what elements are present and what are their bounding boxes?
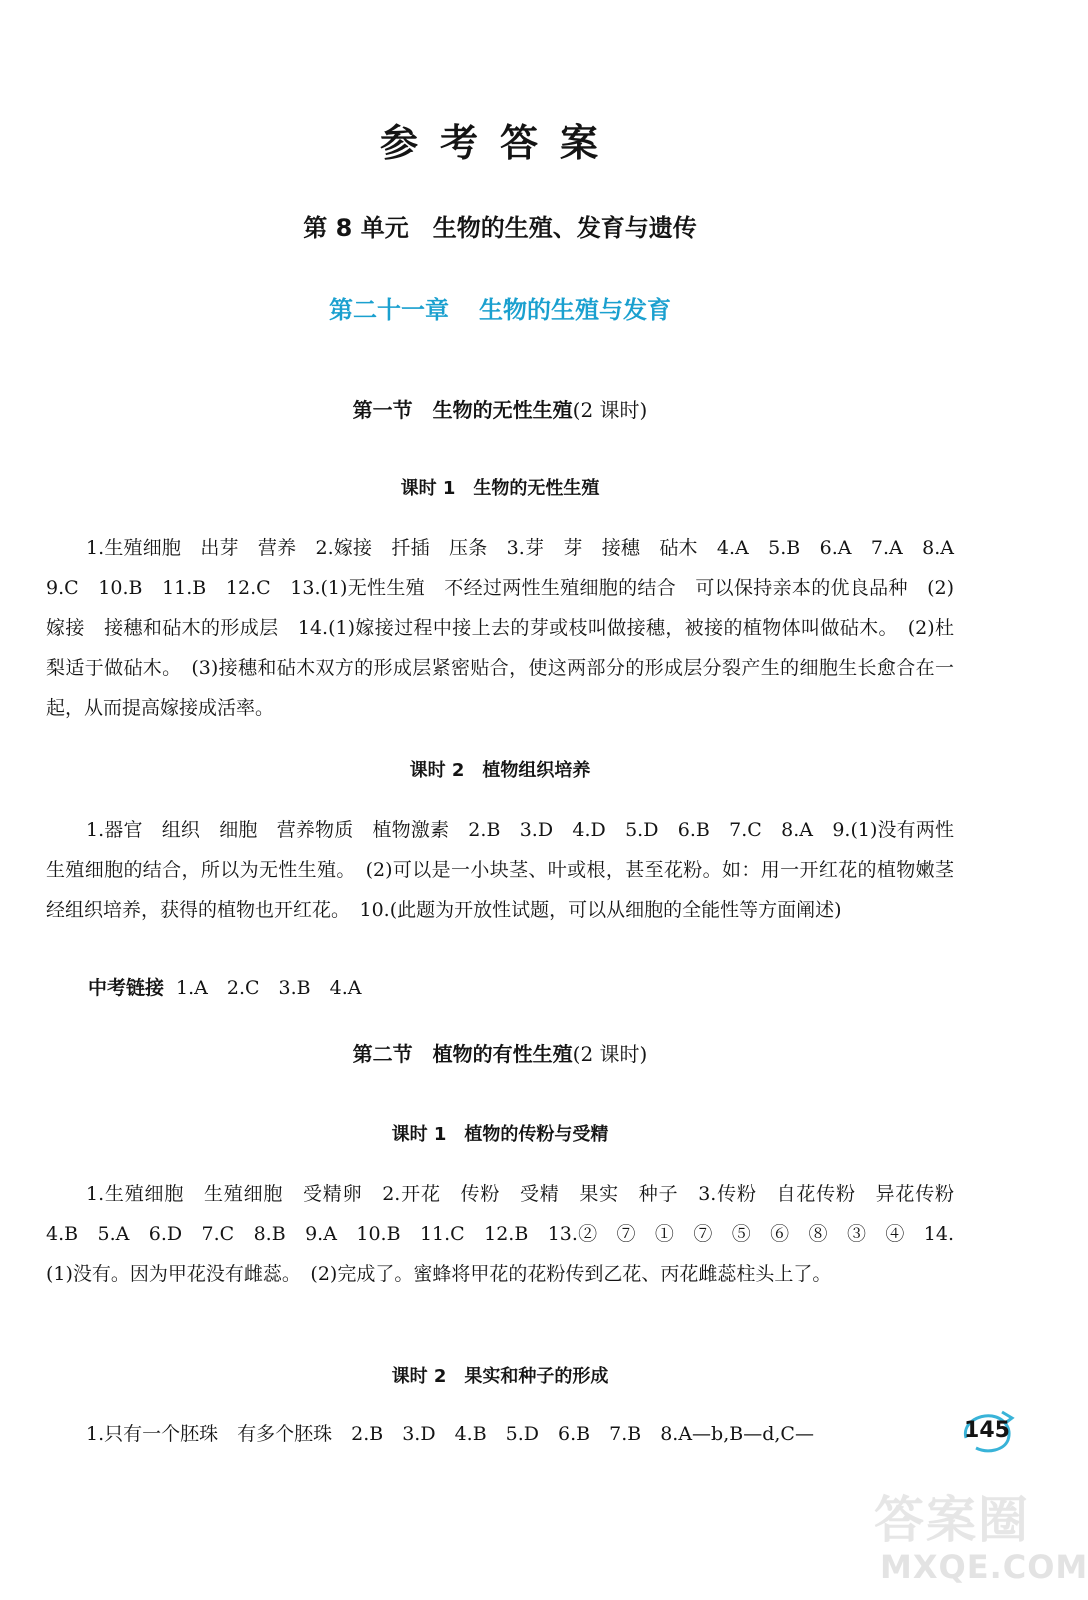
page-number: 145: [964, 1418, 1010, 1443]
watermark-text: 答案圈: [874, 1491, 1030, 1549]
chapter-number: 第二十一章: [329, 296, 449, 324]
exam-link-label: 中考链接: [88, 977, 165, 999]
answer-paragraph-2-2: 1.只有一个胚珠 有多个胚珠 2.B 3.D 4.B 5.D 6.B 7.B 8.A—b,B—d,C—: [86, 1423, 814, 1445]
page-title: 参考答案: [379, 121, 620, 165]
section-note: (2 课时): [572, 398, 648, 422]
lesson-heading-1-2: 课时 2 植物组织培养: [409, 760, 591, 781]
section-heading-1: [0, 394, 1000, 423]
lesson-heading-2-1: 课时 1 植物的传粉与受精: [391, 1124, 609, 1145]
section-heading-2: [0, 1038, 1000, 1067]
chapter-heading: [0, 290, 1000, 325]
answer-paragraph-2-1: 1.生殖细胞 生殖细胞 受精卵 2.开花 传粉 受精 果实 种子 3.传粉 自花传粉 异花传粉 4.B 5.A 6.D 7.C 8.B 9.A 10.B 11.C 12.B 13.② ⑦ ① ⑦ ⑤ ⑥ ⑧ ③ ④ 14.(1)没有。因为甲花没有雌蕊。 (2)完成了。蜜蜂将甲花的花粉传到乙花、丙花雌蕊柱头上了。: [46, 1183, 974, 1285]
page-number-badge: [958, 1408, 1016, 1456]
answer-paragraph-1-1: 1.生殖细胞 出芽 营养 2.嫁接 扦插 压条 3.芽 芽 接穗 砧木 4.A 5.B 6.A 7.A 8.A 9.C 10.B 11.B 12.C 13.(1)无性生殖 不经过两性生殖细胞的结合 可以保持亲本的优良品种 (2)嫁接 接穗和砧木的形成层 14.(1)嫁接过程中接上去的芽或枝叫做接穗，被接的植物体叫做砧木。 (2)杜梨适于做砧木。 (3)接穗和砧木双方的形成层紧密贴合，使这两部分的形成层分裂产生的细胞生长愈合在一起，从而提高嫁接成活率。: [46, 537, 974, 719]
exam-link: [88, 968, 948, 1008]
section-title: 第一节 生物的无性生殖: [352, 398, 573, 422]
lesson-heading-2-2: 课时 2 果实和种子的形成: [391, 1366, 609, 1387]
lesson-heading-1-1: 课时 1 生物的无性生殖: [400, 478, 600, 499]
watermark-url: MXQE.COM: [880, 1548, 1088, 1586]
unit-heading: 第 8 单元 生物的生殖、发育与遗传: [303, 214, 697, 242]
exam-link-answers: 1.A 2.C 3.B 4.A: [176, 977, 362, 999]
chapter-name: 生物的生殖与发育: [479, 296, 671, 324]
answer-paragraph-1-2: 1.器官 组织 细胞 营养物质 植物激素 2.B 3.D 4.D 5.D 6.B 7.C 8.A 9.(1)没有两性生殖细胞的结合，所以为无性生殖。 (2)可以是一小块茎、叶或根，甚至花粉。如：用一开红花的植物嫩茎经组织培养，获得的植物也开红花。 10.(此题为开放性试题，可以从细胞的全能性等方面阐述): [46, 819, 954, 921]
watermark-logo: [870, 1480, 1088, 1596]
section-note: (2 课时): [572, 1042, 648, 1066]
section-title: 第二节 植物的有性生殖: [352, 1042, 573, 1066]
